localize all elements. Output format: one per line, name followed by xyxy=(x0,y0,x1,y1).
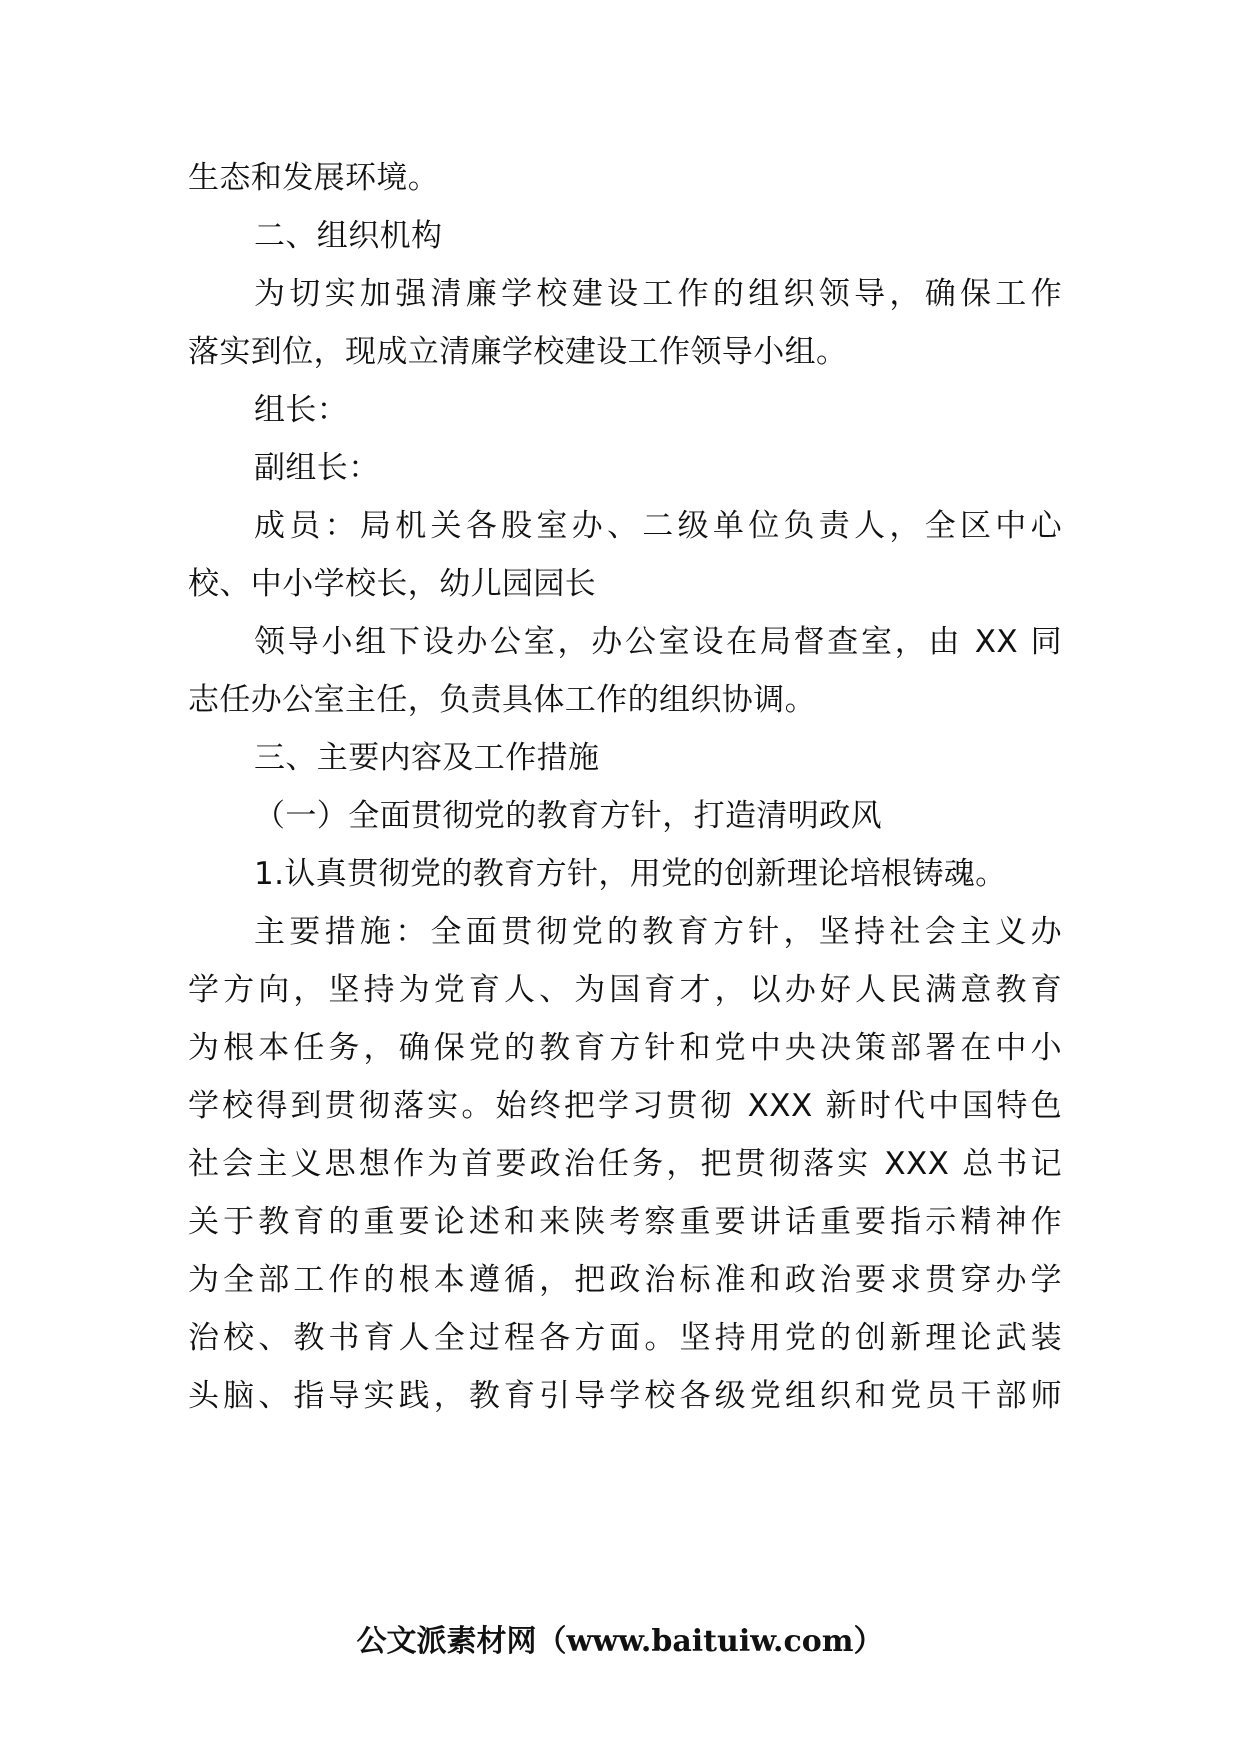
paragraph-line: 主要措施：全面贯彻党的教育方针，坚持社会主义办 xyxy=(254,914,1062,950)
paragraph-line: 领导小组下设办公室，办公室设在局督查室，由 XX 同 xyxy=(254,624,1062,660)
paragraph-line: 生态和发展环境。 xyxy=(188,160,440,196)
paragraph-line: 为全部工作的根本遵循，把政治标准和政治要求贯穿办学 xyxy=(188,1262,1062,1298)
paragraph-line: 社会主义思想作为首要政治任务，把贯彻落实 XXX 总书记 xyxy=(188,1146,1062,1182)
paragraph-line: 组长： xyxy=(254,392,349,428)
paragraph-line: 为根本任务，确保党的教育方针和党中央决策部署在中小 xyxy=(188,1030,1062,1066)
item-heading: 1.认真贯彻党的教育方针，用党的创新理论培根铸魂。 xyxy=(254,856,1007,892)
footer-watermark: 公文派素材网（www.baituiw.com） xyxy=(356,1624,884,1659)
paragraph-line: 学方向，坚持为党育人、为国育才，以办好人民满意教育 xyxy=(188,972,1062,1008)
paragraph-line: 为切实加强清廉学校建设工作的组织领导，确保工作 xyxy=(254,276,1062,312)
paragraph-line: 治校、教书育人全过程各方面。坚持用党的创新理论武装 xyxy=(188,1320,1062,1356)
section-heading: 三、主要内容及工作措施 xyxy=(254,740,600,776)
paragraph-line: 副组长： xyxy=(254,450,380,486)
paragraph-line: 学校得到贯彻落实。始终把学习贯彻 XXX 新时代中国特色 xyxy=(188,1088,1062,1124)
paragraph-line: 成员：局机关各股室办、二级单位负责人，全区中心 xyxy=(254,508,1062,544)
paragraph-line: 校、中小学校长，幼儿园园长 xyxy=(188,566,597,602)
section-heading: 二、组织机构 xyxy=(254,218,443,254)
subsection-heading: （一）全面贯彻党的教育方针，打造清明政风 xyxy=(254,798,882,834)
paragraph-line: 头脑、指导实践，教育引导学校各级党组织和党员干部师 xyxy=(188,1378,1062,1414)
paragraph-line: 志任办公室主任，负责具体工作的组织协调。 xyxy=(188,682,816,718)
paragraph-line: 落实到位，现成立清廉学校建设工作领导小组。 xyxy=(188,334,848,370)
paragraph-line: 关于教育的重要论述和来陕考察重要讲话重要指示精神作 xyxy=(188,1204,1062,1240)
